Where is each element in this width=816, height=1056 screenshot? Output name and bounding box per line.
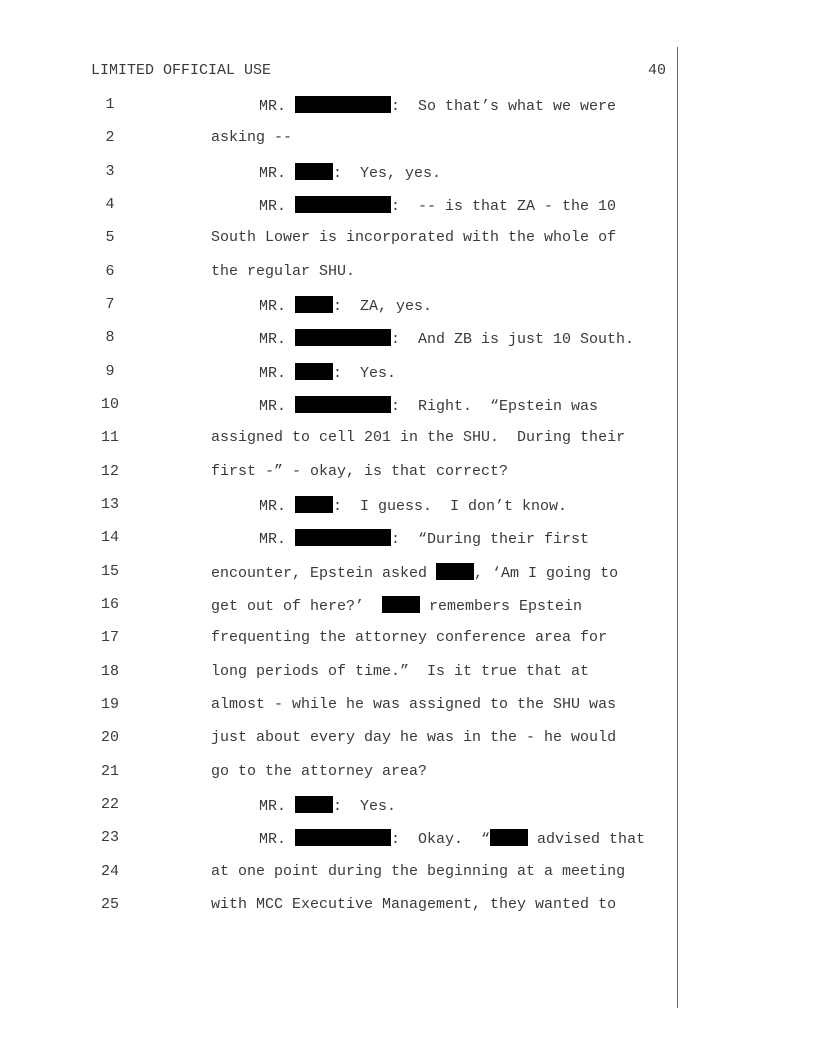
line-number: 19 [100, 696, 119, 713]
transcript-line [0, 696, 676, 716]
line-number: 9 [105, 363, 115, 380]
redaction-block [436, 563, 474, 580]
redaction-block [295, 529, 391, 546]
redaction-block [382, 596, 420, 613]
redaction-block [295, 296, 333, 313]
line-text: MR. : Yes. [259, 798, 397, 815]
line-number: 6 [105, 263, 115, 280]
line-number: 17 [100, 629, 119, 646]
line-number: 1 [105, 96, 115, 113]
line-text: just about every day he was in the - he would [211, 729, 617, 746]
transcript-line [0, 863, 676, 883]
line-text: first -” - okay, is that correct? [211, 463, 509, 480]
line-text: asking -- [211, 129, 293, 146]
transcript-line [0, 329, 676, 349]
transcript-line [0, 129, 676, 149]
line-text: MR. : Okay. “ advised that [259, 831, 646, 848]
redaction-block [490, 829, 528, 846]
line-text: MR. : So that’s what we were [259, 98, 617, 115]
line-text: long periods of time.” Is it true that at [211, 663, 590, 680]
line-text: MR. : And ZB is just 10 South. [259, 331, 635, 348]
line-number: 10 [100, 396, 119, 413]
line-number: 24 [100, 863, 119, 880]
line-number: 18 [100, 663, 119, 680]
line-text: go to the attorney area? [211, 763, 428, 780]
transcript-line [0, 163, 676, 183]
transcript-line [0, 496, 676, 516]
transcript-line [0, 296, 676, 316]
transcript-line [0, 463, 676, 483]
line-number: 25 [100, 896, 119, 913]
transcript-line [0, 363, 676, 383]
line-number: 14 [100, 529, 119, 546]
line-text: MR. : I guess. I don’t know. [259, 498, 568, 515]
line-number: 12 [100, 463, 119, 480]
line-text: MR. : “During their first [259, 531, 590, 548]
line-number: 3 [105, 163, 115, 180]
line-text: MR. : ZA, yes. [259, 298, 433, 315]
transcript-line [0, 596, 676, 616]
transcript-line [0, 529, 676, 549]
transcript-line [0, 263, 676, 283]
transcript-line [0, 563, 676, 583]
line-text: MR. : Right. “Epstein was [259, 398, 599, 415]
line-number: 21 [100, 763, 119, 780]
line-number: 2 [105, 129, 115, 146]
redaction-block [295, 829, 391, 846]
line-text: frequenting the attorney conference area for [211, 629, 608, 646]
line-number: 5 [105, 229, 115, 246]
line-text: assigned to cell 201 in the SHU. During their [211, 429, 626, 446]
line-text: MR. : -- is that ZA - the 10 [259, 198, 617, 215]
line-number: 16 [100, 596, 119, 613]
line-number: 22 [100, 796, 119, 813]
transcript-line [0, 629, 676, 649]
redaction-block [295, 496, 333, 513]
transcript-line [0, 96, 676, 116]
line-number: 7 [105, 296, 115, 313]
transcript-line [0, 763, 676, 783]
line-text: MR. : Yes. [259, 365, 397, 382]
redaction-block [295, 96, 391, 113]
page-number: 40 [648, 62, 667, 79]
line-number: 4 [105, 196, 115, 213]
redaction-block [295, 363, 333, 380]
line-number: 20 [100, 729, 119, 746]
line-text: with MCC Executive Management, they wanted to [211, 896, 617, 913]
line-number: 8 [105, 329, 115, 346]
line-number: 11 [100, 429, 119, 446]
line-text: almost - while he was assigned to the SHU was [211, 696, 617, 713]
redaction-block [295, 329, 391, 346]
line-text: South Lower is incorporated with the whole of [211, 229, 617, 246]
redaction-block [295, 196, 391, 213]
line-number: 23 [100, 829, 119, 846]
line-text: get out of here?’ remembers Epstein [211, 598, 583, 615]
transcript-line [0, 396, 676, 416]
line-number: 13 [100, 496, 119, 513]
transcript-line [0, 829, 676, 849]
right-margin-rule [677, 47, 678, 1008]
transcript-line [0, 229, 676, 249]
line-number: 15 [100, 563, 119, 580]
redaction-block [295, 396, 391, 413]
line-text: the regular SHU. [211, 263, 356, 280]
transcript-line [0, 429, 676, 449]
transcript-line [0, 796, 676, 816]
line-text: at one point during the beginning at a meeting [211, 863, 626, 880]
transcript-line [0, 896, 676, 916]
redaction-block [295, 163, 333, 180]
line-text: MR. : Yes, yes. [259, 165, 442, 182]
transcript-line [0, 663, 676, 683]
line-text: encounter, Epstein asked , ‘Am I going to [211, 565, 619, 582]
classification-header: LIMITED OFFICIAL USE [91, 62, 272, 79]
transcript-line [0, 729, 676, 749]
transcript-line [0, 196, 676, 216]
redaction-block [295, 796, 333, 813]
